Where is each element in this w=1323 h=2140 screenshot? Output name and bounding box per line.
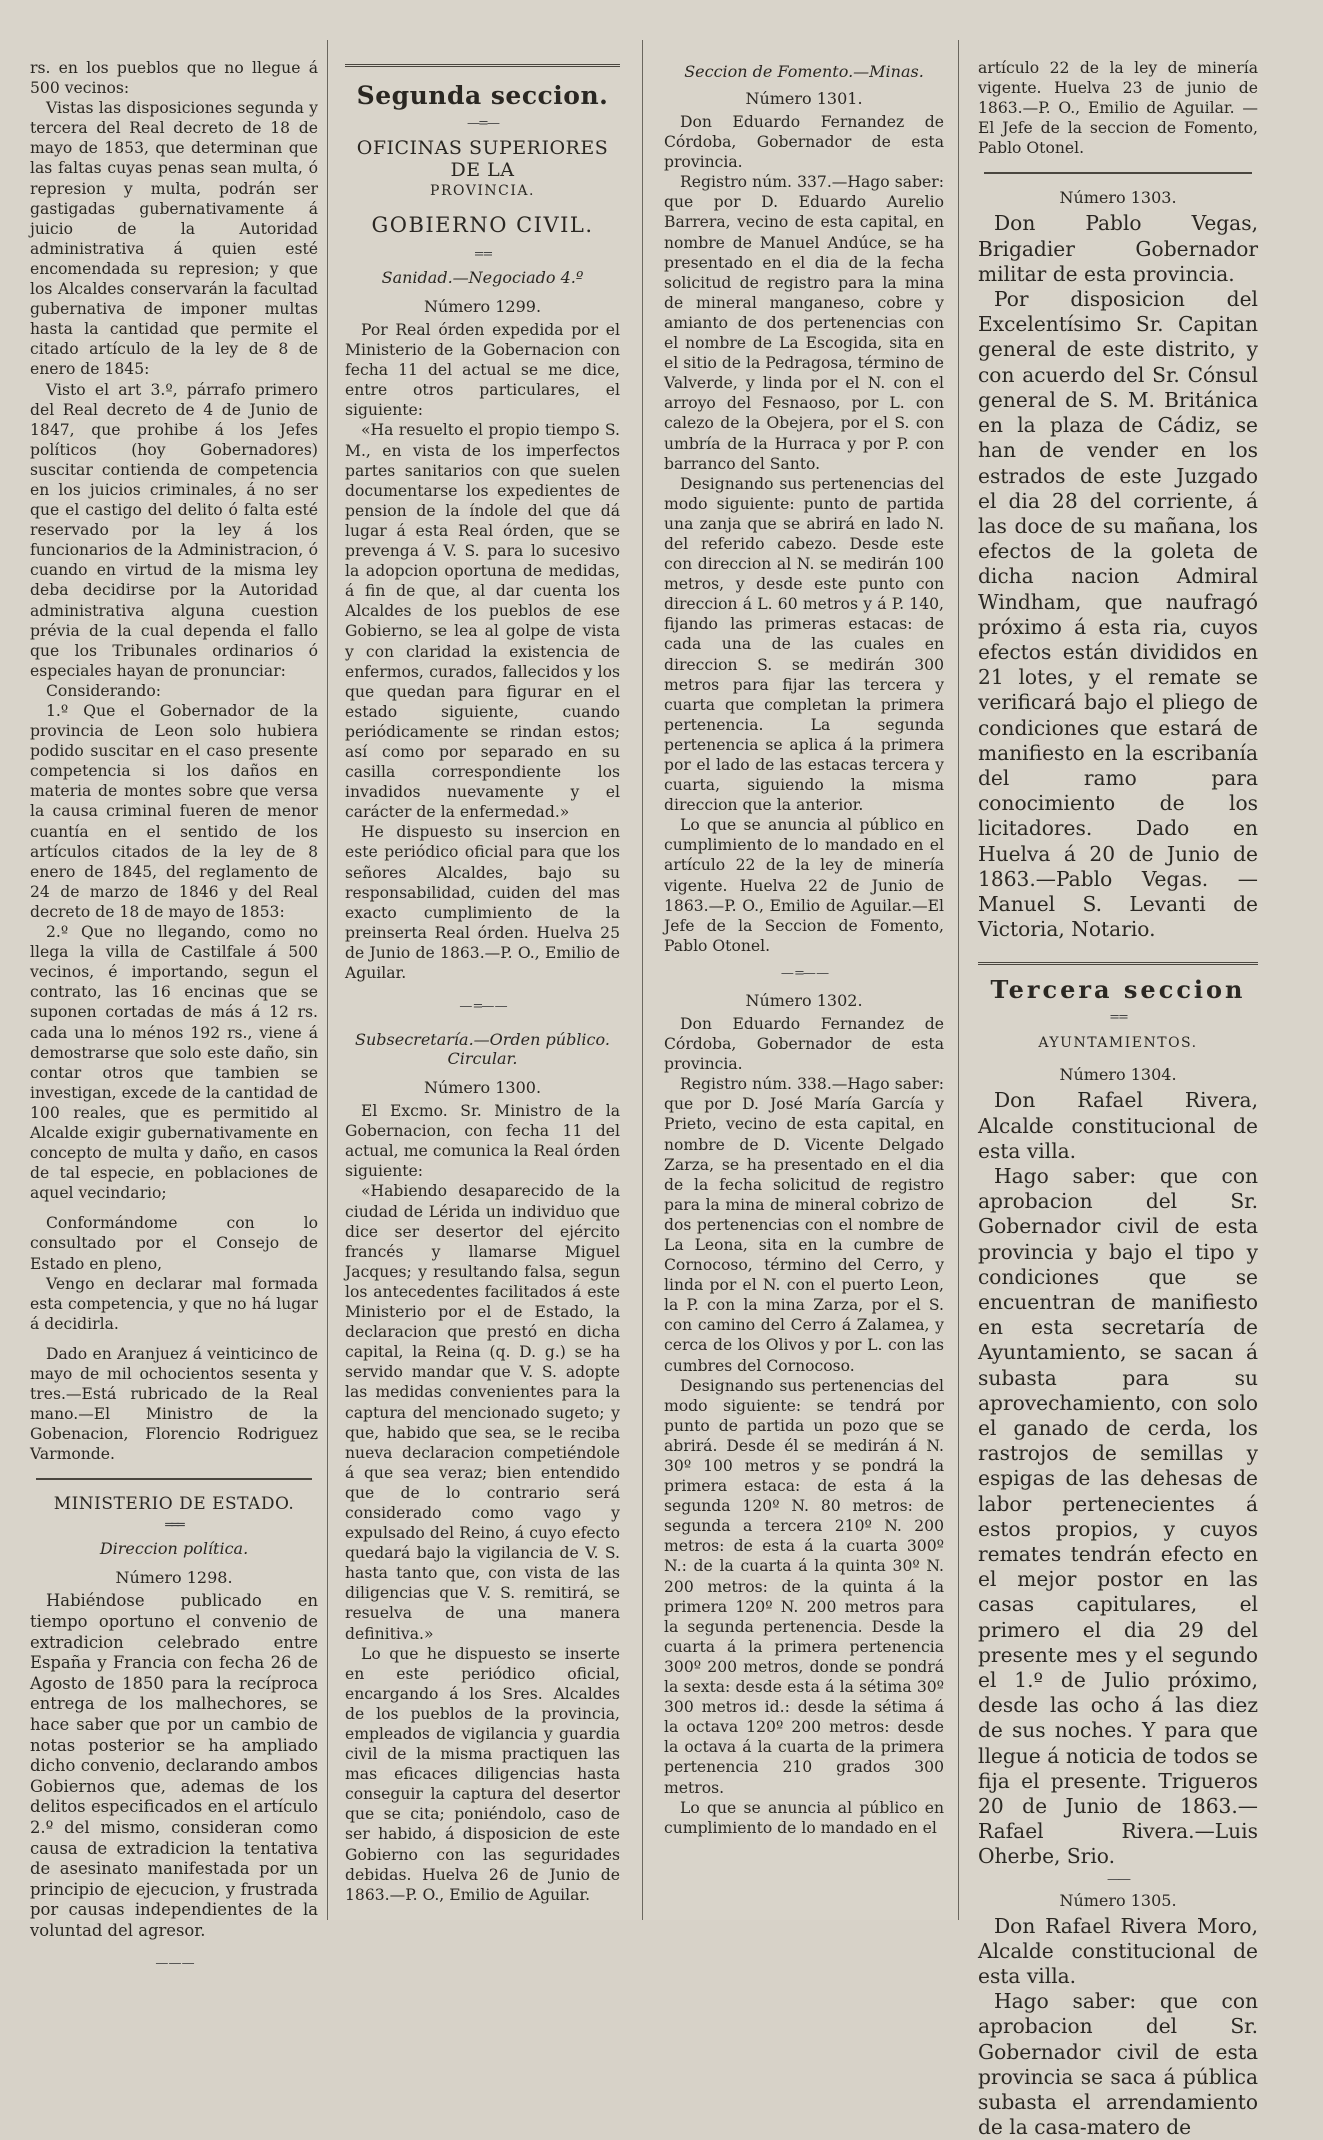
- notice-number: Número 1305.: [1059, 1890, 1177, 1910]
- paragraph: Designando sus pertenencias del modo siguiente: se tendrá por punto de partida un pozo que se abrirá. Desde él se medirán á N. 30º 100 metros y se pondrá la primera estaca: de esta á la segunda 120º N. 80 metros: de segunda a tercera 210º N. 200 metros: de esta á la cuarta 300º N.: de la cuarta á la quinta 30º N. 200 metros: de la quinta á la primera 120º N. 200 metros para la segunda pertenencia. Desde la cuarta á la primera pertenencia 300º 200 metros, donde se pondrá la sexta: desde esta á la sétima 30º 300 metros id.: desde la sétima á la octava 120º 200 metros: desde la octava á la cuarta de la primera pertenencia 210 grados 300 metros.: [664, 1376, 944, 1797]
- ornament: —=—: [467, 116, 498, 131]
- paragraph: artículo 22 de la ley de minería vigente. Huelva 23 de junio de 1863.—P. O., Emilio de Aguilar. —El Jefe de la seccion de Fomento, Pablo Otonel.: [978, 59, 1258, 158]
- paragraph: Dado en Aranjuez á veinticinco de mayo de mil ochocientos sesenta y tres.—Está rubricado de la Real mano.—El Ministro de la Gobenacion, Florencio Rodriguez Varmonde.: [30, 1344, 318, 1464]
- notice-number: Número 1302.: [745, 990, 863, 1010]
- paragraph: El Excmo. Sr. Ministro de la Gobernacion, con fecha 11 del actual, me comunica la Real órden siguiente:: [345, 1102, 620, 1181]
- column-divider: [958, 40, 959, 1920]
- paragraph: Lo que he dispuesto se inserte en este periódico oficial, encargando á los Sres. Alcaldes de los pueblos de la provincia, empleados de vigilancia y guardia civil de la misma practiquen las mas eficaces diligencias hasta conseguir la captura del desertor que se cita; poniéndolo, caso de ser habido, á disposicion de este Gobierno con las seguridades debidas. Huelva 26 de Junio de 1863.—P. O., Emilio de Aguilar.: [345, 1644, 620, 1904]
- province-heading: PROVINCIA.: [430, 183, 535, 199]
- ornament: ==: [473, 247, 492, 262]
- government-heading: GOBIERNO CIVIL.: [371, 213, 594, 237]
- ornament: ═══: [165, 1518, 183, 1534]
- paragraph: Registro núm. 337.—Hago saber: que por D. Eduardo Aurelio Barrera, vecino de esta capital, en nombre de Manuel Andúce, se ha presentado en el dia de la fecha solicitud de registro para la mina de mineral manganeso, cobre y amianto de dos pertenencias con el nombre de La Escogida, sita en el sitio de la Pedragosa, término de Valverde, y linda por el N. con el arroyo del Fesnaoso, por L. con calezo de la Obejera, por el S. con umbría de la Hurraca y por P. con barranco del Santo.: [664, 173, 944, 473]
- subsection-heading: Seccion de Fomento.—Minas.: [684, 62, 924, 81]
- paragraph: Vistas las disposiciones segunda y tercera del Real decreto de 18 de mayo de 1853, que determinan que las faltas cuyas penas sean multa, ó represion y multa, podrán ser gastigadas gubernativamente á juicio de la Autoridad administrativa á quien esté encomendada su represion; y que los Alcaldes conservarán la facultad gubernativa de imponer multas hasta la cantidad que permite el citado artículo de la ley de 8 de enero de 1845:: [30, 99, 318, 379]
- ornament: ==: [1109, 1010, 1127, 1026]
- column-3: [664, 58, 944, 1912]
- section-rule: [36, 1478, 312, 1480]
- ornament: ——: [1107, 1871, 1129, 1887]
- notice-number: Número 1303.: [1059, 188, 1177, 208]
- ornament: — — —: [155, 1955, 193, 1971]
- paragraph: Don Rafael Rivera Moro, Alcalde constitucional de esta villa.: [978, 1913, 1258, 1989]
- section-heading: Tercera seccion: [990, 975, 1246, 1005]
- notice-number: Número 1300.: [423, 1078, 542, 1098]
- ornament: — =— —: [459, 999, 506, 1015]
- paragraph: Hago saber: que con aprobacion del Sr. Gobernador civil de esta provincia y bajo el tipo y condiciones que se encuentran de manifiesto en esta secretaría de Ayuntamiento, se sacan á subasta para su aprovechamiento, con solo el ganado de cerda, los rastrojos de semillas y espigas de las dehesas de labor pertenecientes á estos propios, y cuyos remates tendrán efecto en el mejor postor en las casas capitulares, el primero el dia 29 del presente mes y el segundo el 1.º de Julio próximo, desde las ocho á las diez de sus noches. Y para que llegue á noticia de todos se fija el presente. Trigueros 20 de Junio de 1863.—Rafael Rivera.—Luis Oherbe, Srio.: [978, 1163, 1258, 1869]
- column-4: [978, 58, 1258, 2140]
- paragraph: Habiéndose publicado en tiempo oportuno el convenio de extradicion celebrado entre España y Francia con fecha 26 de Agosto de 1850 para la recíproca entrega de los malhechores, se hace saber que por un cambio de notas posterior se ha ampliado dicho convenio, declarando ambos Gobiernos que, ademas de los delitos especificados en el artículo 2.º del mismo, consideran como causa de extradicion la tentativa de asesinato manifestada por un principio de ejecucion, y frustrada por causas independientes de la voluntad del agresor.: [30, 1591, 318, 1940]
- ornament: — =— —: [780, 965, 828, 981]
- paragraph: Lo que se anuncia al público en cumplimiento de lo mandado en el: [664, 1798, 944, 1837]
- section-rule: [345, 64, 620, 67]
- paragraph: 1.º Que el Gobernador de la provincia de Leon solo hubiera podido suscitar en el caso presente competencia si los daños en materia de montes sobre que versa la causa criminal fueren de menor cuantía en el sentido de los artículos citados de la ley de 8 enero de 1845, del reglamento de 24 de marzo de 1846 y del Real decreto de 18 de mayo de 1853:: [30, 702, 318, 921]
- paragraph: Don Eduardo Fernandez de Córdoba, Gobernador de esta provincia.: [664, 1014, 944, 1074]
- ministry-heading: MINISTERIO DE ESTADO.: [53, 1494, 295, 1515]
- paragraph: Don Pablo Vegas, Brigadier Gobernador militar de esta provincia.: [978, 211, 1258, 286]
- paragraph: Don Rafael Rivera, Alcalde constitucional de esta villa.: [978, 1088, 1258, 1163]
- paragraph: Por disposicion del Excelentísimo Sr. Capitan general de este distrito, y con acuerdo del Sr. Cónsul general de S. M. Británica en la plaza de Cádiz, se han de vender en los estrados de este Juzgado el dia 28 del corriente, á las doce de su mañana, los efectos de la goleta de dicha nacion Admiral Windham, que naufragó próximo á esta ria, cuyos efectos están divididos en 21 lotes, y el remate se verificará bajo el pliego de condiciones que estará de manifiesto en la escribanía del ramo para conocimiento de los licitadores. Dado en Huelva á 20 de Junio de 1863.—Pablo Vegas. —Manuel S. Levanti de Victoria, Notario.: [978, 287, 1258, 942]
- paragraph: «Ha resuelto el propio tiempo S. M., en vista de los imperfectos partes sanitarios con que suelen documentarse los expedientes de pension de la índole del que dá lugar á esta Real órden, que se prevenga á V. S. para lo sucesivo la adopcion oportuna de medidas, á fin de que, al dar cuenta los Alcaldes de los pueblos de ese Gobierno, se lea al golpe de vista y con claridad la existencia de enfermos, curados, fallecidos y los que quedan para figurar en el estado siguiente, cuando periódicamente se rindan estos; así como por separado en su casilla correspondiente los invadidos nuevamente y el carácter de la enfermedad.»: [345, 421, 620, 822]
- section-rule: [978, 962, 1258, 965]
- column-2: [345, 58, 620, 1912]
- column-1: [30, 58, 318, 1971]
- paragraph: Registro núm. 338.—Hago saber: que por D. José María García y Prieto, vecino de esta capital, en nombre de D. Vicente Delgado Zarza, se ha presentado en el dia de la fecha solicitud de registro para la mina de mineral cobrizo de dos pertenencias con el nombre de La Leona, sita en la cumbre de Cornocoso, término del Cerro, y linda por el N. con el puerto Leon, la P. con la mina Zarza, por el S. con camino del Cerro á Zalamea, y cerca de los Olivos y por L. con las cumbres del Cornocoso.: [664, 1075, 944, 1375]
- section-heading: Segunda seccion.: [356, 81, 609, 110]
- paragraph: Designando sus pertenencias del modo siguiente: punto de partida una zanja que se abrirá en lado N. del referido cabezo. Desde este con direccion al N. se medirán 100 metros, y desde este punto con direccion á L. 60 metros y á P. 140, fijando las primeras estacas: de cada una de las cuales en direccion S. se medirán 300 metros para fijar las tercera y cuarta que completan la primera pertenencia. La segunda pertenencia se aplica á la primera por el lado de las estacas tercera y cuarta, siguiendo la misma direccion que la anterior.: [664, 474, 944, 815]
- paragraph: Por Real órden expedida por el Ministerio de la Gobernacion con fecha 11 del actual se me dice, entre otros particulares, el siguiente:: [345, 321, 620, 420]
- section-rule: [984, 172, 1252, 174]
- column-divider: [327, 40, 328, 1920]
- subsection-heading: Sanidad.—Negociado 4.º: [381, 268, 584, 287]
- column-divider: [642, 40, 643, 1920]
- paragraph: 2.º Que no llegando, como no llega la villa de Castilfale á 500 vecinos, é importando, segun el contrato, las 16 encinas que se suponen cortadas de más á 12 rs. cada una lo ménos 192 rs., viene á demostrarse que solo este daño, sin contar otros que tambien se investigan, excede de la cantidad de 100 reales, que es permitido al Alcalde exigir gubernativamente en concepto de multa y daño, en casos de tal especie, en poblaciones de aquel vecindario;: [30, 923, 318, 1203]
- paragraph: Conformándome con lo consultado por el Consejo de Estado en pleno,: [30, 1214, 318, 1273]
- notice-number: Número 1298.: [115, 1568, 233, 1588]
- paragraph: Lo que se anuncia al público en cumplimiento de lo mandado en el artículo 22 de la ley de minería vigente. Huelva 22 de Junio de 1863.—P. O., Emilio de Aguilar.—El Jefe de la Seccion de Fomento, Pablo Otonel.: [664, 816, 944, 955]
- paragraph: «Habiendo desaparecido de la ciudad de Lérida un individuo que dice ser desertor del ejército francés y llamarse Miguel Jacques; y resultando falsa, segun los antecedentes facilitados á este Ministerio por el de Estado, la declaracion que prestó en dicha capital, la Reina (q. D. g.) se ha servido mandar que V. S. adopte las medidas convenientes para la captura del mencionado sugeto; y que, habido que sea, se le reciba nueva declaracion competiéndole á que sea veraz; bien entendido que de lo contrario será considerado como vago y expulsado del Reino, á cuyo efecto quedará bajo la vigilancia de V. S. hasta tanto que, con vista de las diligencias que V. S. remitirá, se resuelva de una manera definitiva.»: [345, 1182, 620, 1643]
- offices-heading: OFICINAS SUPERIORES DE LA: [356, 137, 609, 181]
- paragraph: Vengo en declarar mal formada esta competencia, y que no há lugar á decidirla.: [30, 1274, 318, 1333]
- notice-number: Número 1301.: [745, 89, 863, 108]
- paragraph: Don Eduardo Fernandez de Córdoba, Gobernador de esta provincia.: [664, 113, 944, 172]
- paragraph: Hago saber: que con aprobacion del Sr. Gobernador civil de esta provincia se saca á pública subasta el arrendamiento de la casa-matero de: [978, 1989, 1258, 2140]
- ayuntamientos-heading: AYUNTAMIENTOS.: [1038, 1035, 1198, 1052]
- paragraph: Visto el art 3.º, párrafo primero del Real decreto de 4 de Junio de 1847, que prohibe á los Jefes políticos (hoy Gobernadores) suscitar contienda de competencia en los juicios criminales, á no ser que el castigo del delito ó falta esté reservado por la ley á los funcionarios de la Administracion, ó cuando en virtud de la misma ley deba decidirse por la Autoridad administrativa alguna cuestion prévia de la cual dependa el fallo que los Tribunales ordinarios ó especiales hayan de pronunciar:: [30, 380, 318, 680]
- subsection-heading: Subsecretaría.—Orden público. Circular.: [355, 1030, 610, 1069]
- paragraph: rs. en los pueblos que no llegue á 500 vecinos:: [30, 59, 318, 98]
- subsection-heading: Direccion política.: [99, 1539, 249, 1559]
- notice-number: Número 1304.: [1059, 1065, 1177, 1085]
- notice-number: Número 1299.: [423, 297, 542, 316]
- paragraph: Considerando:: [46, 681, 161, 700]
- paragraph: He dispuesto su insercion en este periódico oficial para que los señores Alcaldes, bajo su responsabilidad, cuiden del mas exacto cumplimiento de la preinserta Real órden. Huelva 25 de Junio de 1863.—P. O., Emilio de Aguilar.: [345, 823, 620, 982]
